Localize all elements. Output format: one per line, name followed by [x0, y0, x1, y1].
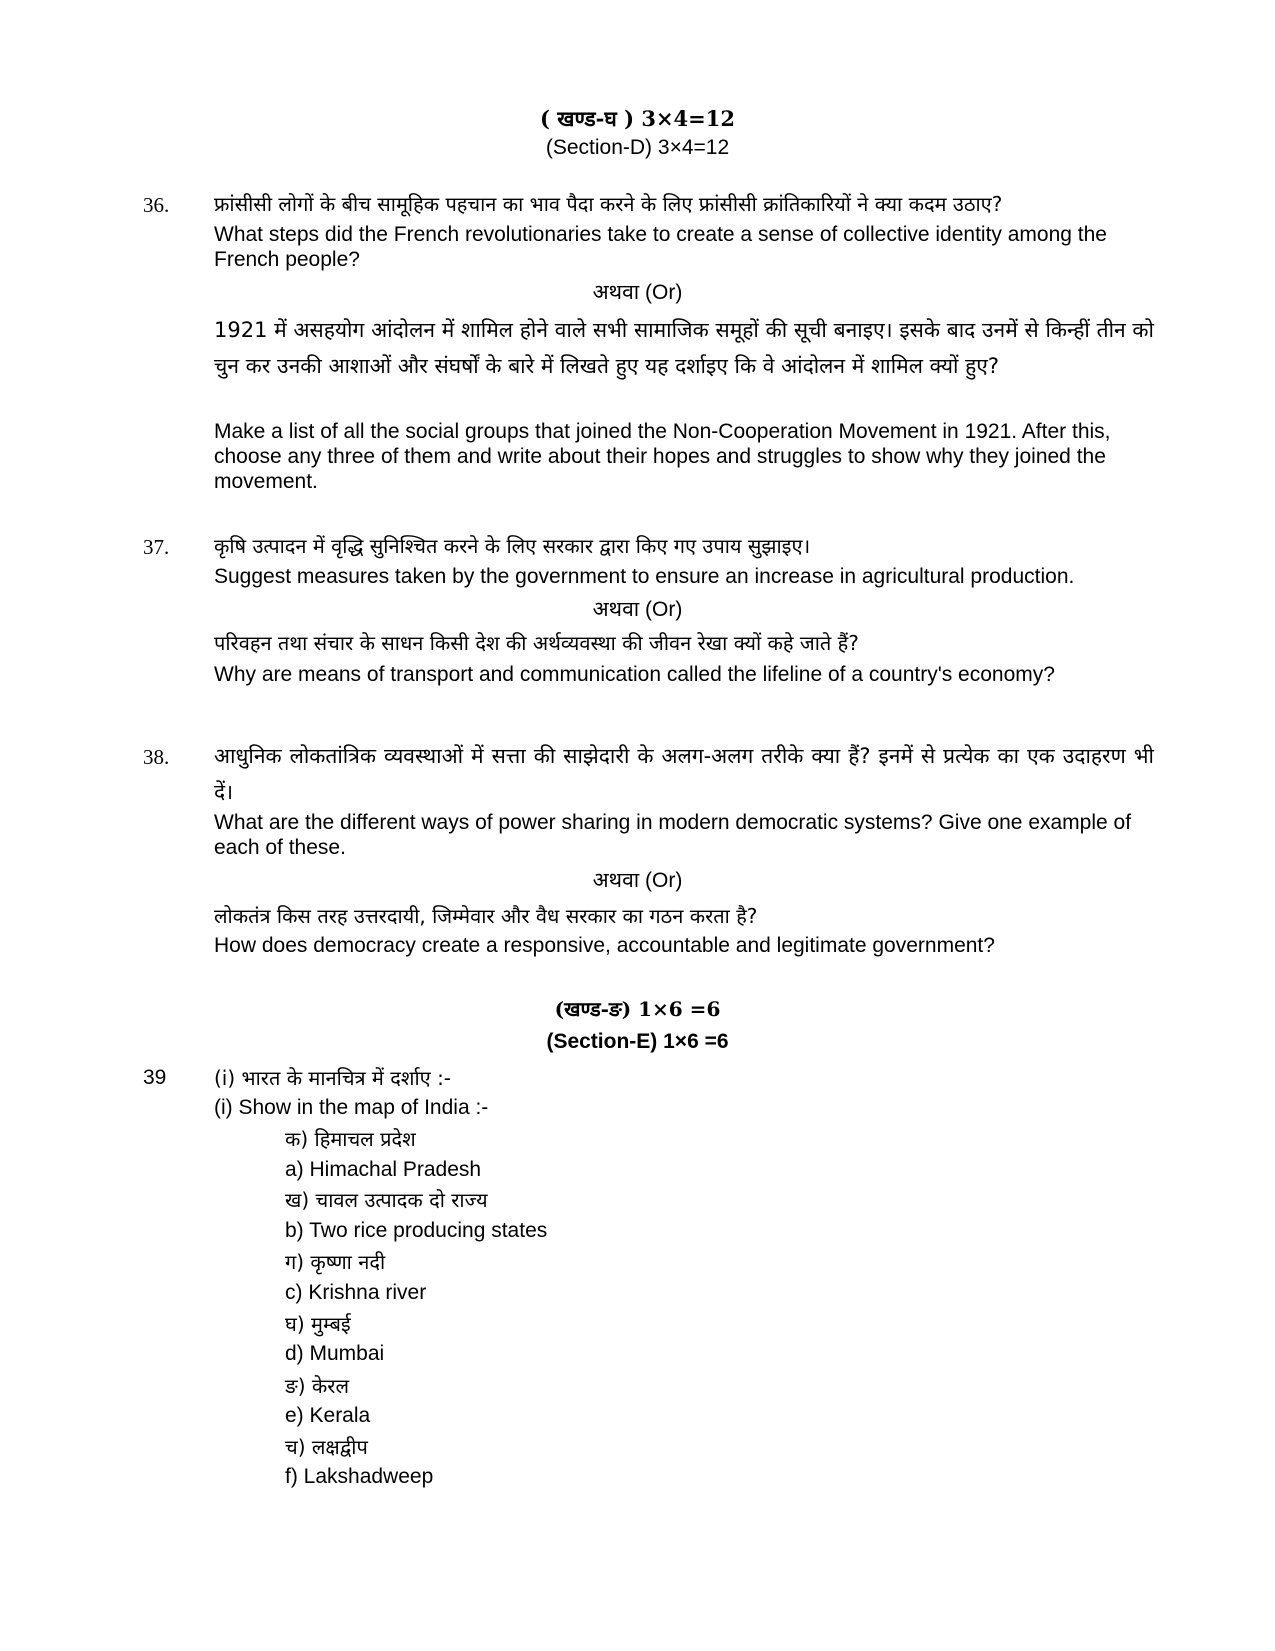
q36-english: What steps did the French revolutionaries take to create a sense of collective identity among the French people?: [214, 223, 1107, 271]
map-item-hindi: क) हिमाचल प्रदेश: [285, 1127, 416, 1151]
q38-english: What are the different ways of power sharing in modern democratic systems? Give one example of each of these.: [214, 811, 1132, 859]
q36-or-english: Make a list of all the social groups that joined the Non-Cooperation Movement in 1921. After this, choose any three of them and write about their hopes and struggles to show why they joined the movement.: [214, 420, 1111, 493]
map-item-english: b) Two rice producing states: [285, 1219, 548, 1242]
section-e-heading-english: (Section-E) 1×6 =6: [546, 1030, 729, 1053]
question-number-38: 38.: [143, 745, 170, 769]
q37-english: Suggest measures taken by the government to ensure an increase in agricultural production.: [214, 565, 1075, 588]
q36-hindi: फ्रांसीसी लोगों के बीच सामूहिक पहचान का भाव पैदा करने के लिए फ्रांसीसी क्रांतिकारियों ने क्या कदम उठाए?: [214, 192, 1003, 216]
q37-or-label: अथवा (Or): [592, 598, 683, 621]
map-item-english: d) Mumbai: [285, 1342, 385, 1365]
section-d-heading-english: (Section-D) 3×4=12: [545, 136, 730, 159]
q38-or-english: How does democracy create a responsive, accountable and legitimate government?: [214, 934, 995, 957]
map-item-english: c) Krishna river: [285, 1281, 427, 1304]
q38-or-label: अथवा (Or): [592, 869, 683, 892]
q36-or-hindi: 1921 में असहयोग आंदोलन में शामिल होने वाले सभी सामाजिक समूहों की सूची बनाइए। इसके बाद उनमें से किन्हीं तीन को चुन कर उनकी आशाओं और संघर्षों के बारे में लिखते हुए यह दर्शाइए कि वे आंदोलन में शामिल क्यों हुए?: [214, 318, 1154, 378]
map-item-hindi: ख) चावल उत्पादक दो राज्य: [285, 1188, 488, 1212]
q37-or-english: Why are means of transport and communication called the lifeline of a country's economy?: [214, 663, 1055, 686]
q38-or-hindi: लोकतंत्र किस तरह उत्तरदायी, जिम्मेवार और वैध सरकार का गठन करता है?: [214, 904, 758, 928]
question-number-39: 39: [143, 1066, 167, 1089]
q38-hindi: आधुनिक लोकतांत्रिक व्यवस्थाओं में सत्ता की साझेदारी के अलग-अलग तरीके क्या हैं? इनमें से प्रत्येक का एक उदाहरण भी दें।: [214, 744, 1154, 804]
q37-hindi: कृषि उत्पादन में वृद्धि सुनिश्चित करने के लिए सरकार द्वारा किए गए उपाय सुझाइए।: [214, 534, 811, 558]
map-item-english: a) Himachal Pradesh: [285, 1158, 482, 1181]
q36-or-label: अथवा (Or): [592, 281, 683, 304]
q39-intro-hindi: (i) भारत के मानचित्र में दर्शाए :-: [214, 1066, 452, 1090]
map-item-hindi: घ) मुम्बई: [285, 1312, 351, 1336]
map-item-hindi: च) लक्षद्वीप: [285, 1435, 368, 1459]
map-item-english: e) Kerala: [285, 1404, 371, 1427]
map-item-hindi: ग) कृष्णा नदी: [285, 1250, 386, 1274]
question-number-37: 37.: [143, 535, 170, 559]
q39-intro-english: (i) Show in the map of India :-: [214, 1096, 489, 1119]
q37-or-hindi: परिवहन तथा संचार के साधन किसी देश की अर्थव्यवस्था की जीवन रेखा क्यों कहे जाते हैं?: [214, 631, 859, 655]
map-item-english: f) Lakshadweep: [285, 1465, 434, 1488]
question-number-36: 36.: [143, 193, 170, 217]
map-item-hindi: ङ) केरल: [285, 1374, 350, 1398]
section-e-heading-hindi: (खण्ड-ङ) 1×6 =6: [554, 997, 721, 1021]
section-d-heading-hindi: ( खण्ड-घ ) 3×4=12: [540, 106, 735, 131]
